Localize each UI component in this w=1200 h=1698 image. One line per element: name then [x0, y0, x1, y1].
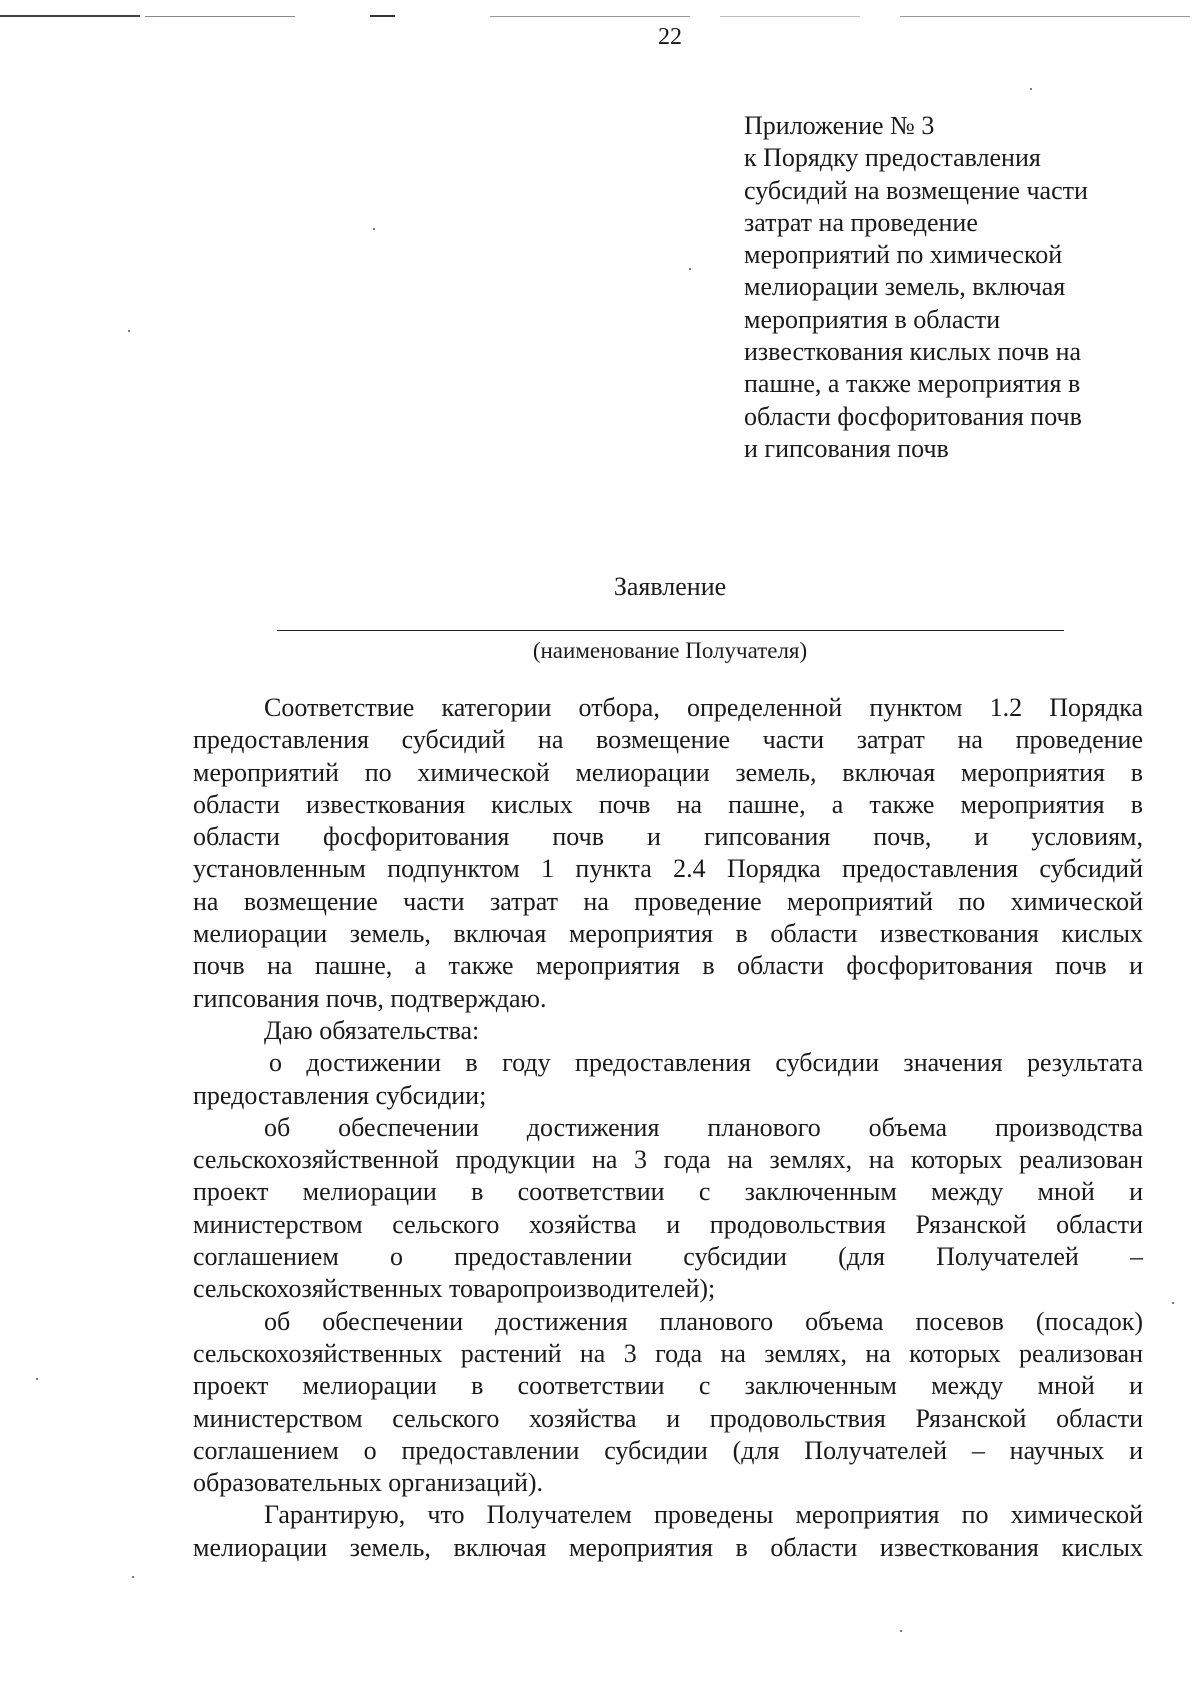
scan-edge-noise — [0, 14, 1200, 20]
appendix-line: и гипсования почв — [744, 433, 949, 463]
body-line: на возмещение части затрат на проведение мероприятий по химической — [193, 886, 1143, 916]
appendix-line: субсидий на возмещение части — [744, 175, 1088, 205]
body-line: министерством сельского хозяйства и продовольствия Рязанской области — [193, 1209, 1143, 1239]
recipient-name-line — [277, 630, 1064, 631]
body-line: установленным подпунктом 1 пункта 2.4 Порядка предоставления субсидий — [193, 854, 1143, 884]
body-line: предоставления субсидии; — [193, 1080, 487, 1110]
body-line: образовательных организаций). — [193, 1468, 544, 1498]
appendix-line: мероприятия в области — [744, 304, 1001, 334]
body-line: мероприятий по химической мелиорации земель, включая мероприятия в — [193, 757, 1143, 787]
body-line: Соответствие категории отбора, определенной пунктом 1.2 Порядка — [264, 693, 1143, 722]
body-line: почв на пашне, а также мероприятия в области фосфоритования почв и — [193, 951, 1143, 981]
scan-speck — [689, 268, 691, 270]
body-line: гипсования почв, подтверждаю. — [193, 983, 547, 1013]
body-line: о достижении в году предоставления субсидии значения результата — [269, 1048, 1143, 1078]
appendix-line: известкования кислых почв на — [744, 337, 1082, 367]
body-line: соглашением о предоставлении субсидии (для Получателей – — [193, 1242, 1143, 1272]
scan-speck — [1030, 88, 1032, 90]
appendix-line: к Порядку предоставления — [744, 143, 1041, 173]
appendix-line: пашне, а также мероприятия в — [744, 369, 1081, 399]
scan-speck — [36, 1378, 38, 1380]
recipient-caption: (наименование Получателя) — [532, 638, 808, 663]
body-line: сельскохозяйственных растений на 3 года на землях, на которых реализован — [193, 1338, 1143, 1368]
page-number: 22 — [658, 24, 682, 50]
appendix-header — [744, 110, 1144, 465]
body-line: об обеспечении достижения планового объема производства — [264, 1112, 1143, 1142]
body-line: мелиорации земель, включая мероприятия в области известкования кислых — [193, 919, 1143, 949]
body-line: Даю обязательства: — [264, 1015, 480, 1045]
body-line: мелиорации земель, включая мероприятия в области известкования кислых — [193, 1532, 1143, 1562]
scan-speck — [128, 330, 130, 332]
body-line: проект мелиорации в соответствии с заключенным между мной и — [193, 1177, 1143, 1207]
body-line: сельскохозяйственной продукции на 3 года на землях, на которых реализован — [193, 1145, 1143, 1175]
appendix-line: мероприятий по химической — [744, 240, 1063, 270]
scan-speck — [1172, 1302, 1174, 1304]
appendix-line: Приложение № 3 — [744, 111, 935, 140]
body-line: области фосфоритования почв и гипсования почв, и условиям, — [193, 822, 1143, 852]
body-line: области известкования кислых почв на пашне, а также мероприятия в — [193, 789, 1143, 819]
body-line: соглашением о предоставлении субсидии (для Получателей – научных и — [193, 1435, 1143, 1465]
body-line: Гарантирую, что Получателем проведены мероприятия по химической — [264, 1500, 1143, 1530]
appendix-line: мелиорации земель, включая — [744, 272, 1066, 302]
body-line: сельскохозяйственных товаропроизводителей); — [193, 1274, 716, 1304]
scan-speck — [373, 228, 375, 230]
scan-speck — [132, 1576, 134, 1578]
body-line: проект мелиорации в соответствии с заключенным между мной и — [193, 1371, 1143, 1401]
body-line: об обеспечении достижения планового объема посевов (посадок) — [264, 1306, 1143, 1336]
scan-speck — [900, 1630, 902, 1632]
document-title: Заявление — [613, 572, 727, 601]
appendix-line: затрат на проведение — [744, 207, 978, 237]
statement-body — [193, 692, 1143, 1564]
appendix-line: области фосфоритования почв — [744, 401, 1082, 431]
body-line: министерством сельского хозяйства и продовольствия Рязанской области — [193, 1403, 1143, 1433]
body-line: предоставления субсидий на возмещение части затрат на проведение — [193, 725, 1143, 755]
